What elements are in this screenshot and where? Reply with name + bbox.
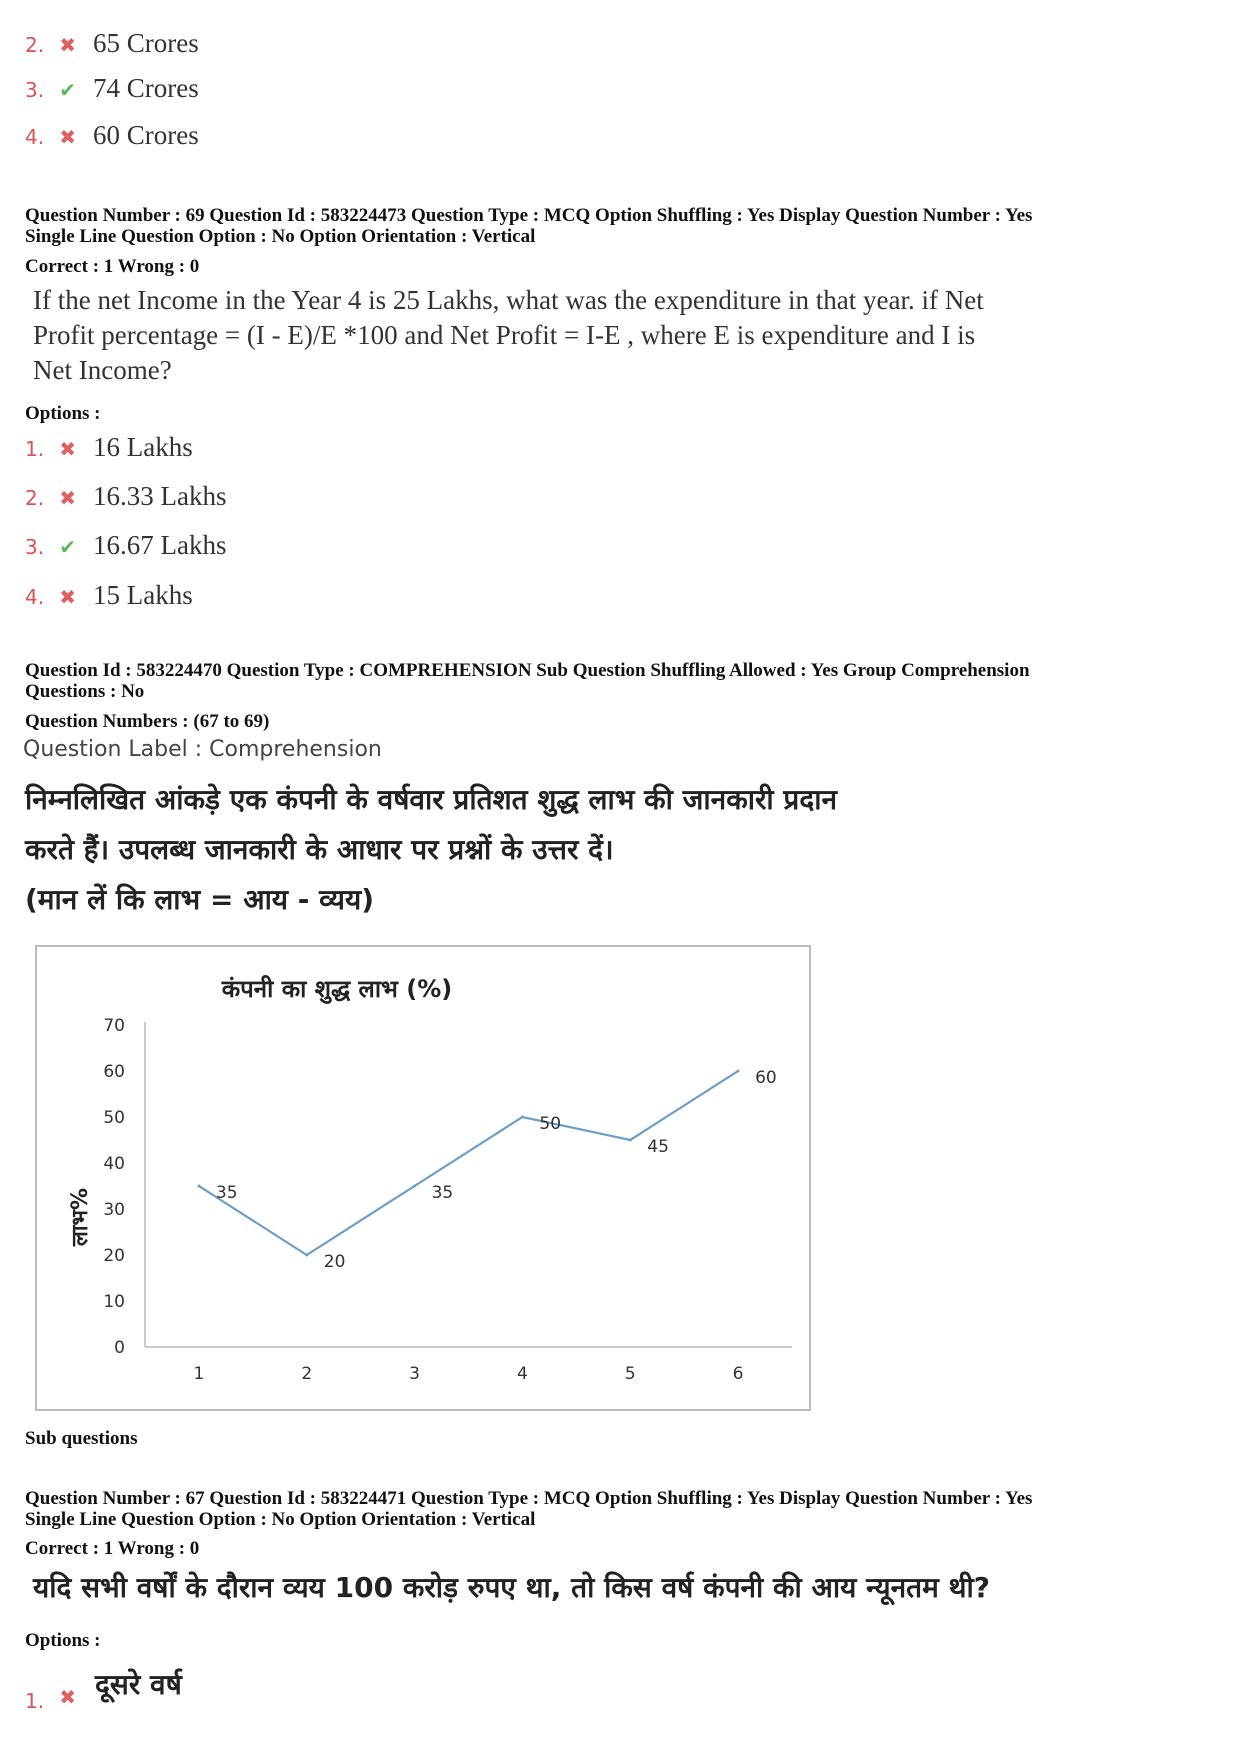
marks-line: Correct : 1 Wrong : 0 (25, 1538, 200, 1559)
chart-title: कंपनी का शुद्ध लाभ (%) (221, 975, 453, 1003)
option-number: 4. (25, 585, 45, 609)
chart-frame (35, 945, 811, 1411)
options-label: Options : (25, 1630, 101, 1651)
question-text-line: If the net Income in the Year 4 is 25 Lakhs, what was the expenditure in that year. if Net (33, 285, 984, 315)
y-tick-label: 70 (103, 1016, 125, 1036)
cross-icon: ✖ (59, 125, 76, 149)
marks-line: Correct : 1 Wrong : 0 (25, 256, 200, 277)
option-item (25, 530, 227, 561)
data-point (305, 1254, 308, 1257)
data-point (197, 1185, 200, 1188)
data-label: 60 (755, 1068, 777, 1088)
comprehension-meta (25, 660, 1225, 702)
option-number: 3. (25, 535, 45, 559)
data-point (737, 1070, 740, 1073)
option-number: 1. (25, 437, 45, 461)
question-meta (25, 1488, 1225, 1530)
check-icon: ✔ (59, 535, 76, 559)
data-point (629, 1139, 632, 1142)
check-icon: ✔ (59, 78, 76, 102)
cross-icon: ✖ (59, 33, 76, 57)
data-label: 50 (539, 1114, 562, 1134)
y-tick-label: 50 (103, 1108, 125, 1128)
question-text-line: Net Income? (33, 355, 172, 385)
question-numbers: Question Numbers : (67 to 69) (25, 711, 270, 732)
comprehension-text (25, 775, 1175, 925)
option-text: दूसरे वर्ष (95, 1668, 182, 1701)
y-ticks (103, 1016, 125, 1358)
data-label: 35 (215, 1183, 238, 1203)
option-item (25, 432, 193, 463)
cross-icon: ✖ (59, 486, 76, 510)
option-item (25, 481, 227, 512)
question-text (33, 283, 1183, 388)
option-text: 65 Crores (93, 28, 199, 58)
cross-icon: ✖ (59, 1685, 76, 1709)
y-tick-label: 60 (103, 1062, 125, 1082)
options-label: Options : (25, 403, 101, 424)
x-tick-label: 6 (732, 1364, 744, 1384)
y-tick-label: 10 (103, 1292, 125, 1312)
option-text: 16.33 Lakhs (93, 481, 227, 511)
profit-series-line (199, 1071, 738, 1255)
y-tick-label: 40 (103, 1154, 125, 1174)
comprehension-text-line: निम्नलिखित आंकड़े एक कंपनी के वर्षवार प्रतिशत शुद्ध लाभ की जानकारी प्रदान (25, 783, 838, 816)
y-tick-label: 20 (103, 1246, 125, 1266)
question-text-line: Profit percentage = (I - E)/E *100 and Net Profit = I-E , where E is expenditure and I is (33, 320, 976, 350)
option-text: 60 Crores (93, 120, 199, 150)
y-axis-label: लाभ% (68, 1187, 93, 1247)
net-profit-line-chart (37, 947, 809, 1409)
question-text: यदि सभी वर्षों के दौरान व्यय 100 करोड़ रुपए था, तो किस वर्ष कंपनी की आय न्यूनतम थी? (33, 1571, 991, 1604)
y-tick-label: 30 (103, 1200, 125, 1220)
option-number: 2. (25, 486, 45, 510)
option-item (25, 73, 199, 104)
option-item (25, 1665, 182, 1713)
x-tick-label: 5 (624, 1364, 636, 1384)
x-ticks (194, 1364, 744, 1384)
option-item (25, 120, 199, 151)
question-meta (25, 205, 1225, 247)
option-text: 74 Crores (93, 73, 199, 103)
question-label: Question Label : Comprehension (23, 737, 382, 762)
x-tick-label: 2 (301, 1364, 313, 1384)
y-tick-label: 0 (114, 1338, 125, 1358)
option-number: 1. (25, 1689, 45, 1713)
x-tick-label: 4 (517, 1364, 528, 1384)
data-point (413, 1185, 416, 1188)
data-label: 45 (647, 1137, 669, 1157)
option-number: 4. (25, 125, 45, 149)
x-tick-label: 3 (409, 1364, 420, 1384)
comprehension-meta-line: Question Id : 583224470 Question Type : COMPREHENSION Sub Question Shuffling Allowed : Yes Group Comprehension (25, 660, 1030, 681)
option-item (25, 580, 193, 611)
question-meta-line: Question Number : 67 Question Id : 583224471 Question Type : MCQ Option Shuffling : Yes Display Question Number : Yes (25, 1488, 1033, 1509)
data-label: 20 (323, 1252, 346, 1272)
data-label: 35 (431, 1183, 454, 1203)
option-number: 3. (25, 78, 45, 102)
option-text: 16.67 Lakhs (93, 530, 227, 560)
comprehension-text-line: करते हैं। उपलब्ध जानकारी के आधार पर प्रश्नों के उत्तर दें। (25, 833, 614, 866)
question-meta-line: Single Line Question Option : No Option Orientation : Vertical (25, 1509, 536, 1530)
sub-questions-label: Sub questions (25, 1428, 138, 1449)
question-meta-line: Question Number : 69 Question Id : 583224473 Question Type : MCQ Option Shuffling : Yes Display Question Number : Yes (25, 205, 1033, 226)
comprehension-text-line: (मान लें कि लाभ = आय - व्यय) (25, 883, 375, 916)
data-point (521, 1116, 524, 1119)
cross-icon: ✖ (59, 585, 76, 609)
x-tick-label: 1 (193, 1364, 205, 1384)
question-meta-line: Single Line Question Option : No Option Orientation : Vertical (25, 226, 536, 247)
option-text: 16 Lakhs (93, 432, 193, 462)
option-item (25, 28, 199, 59)
option-text: 15 Lakhs (93, 580, 193, 610)
option-number: 2. (25, 33, 45, 57)
comprehension-meta-line: Questions : No (25, 681, 145, 702)
cross-icon: ✖ (59, 437, 76, 461)
